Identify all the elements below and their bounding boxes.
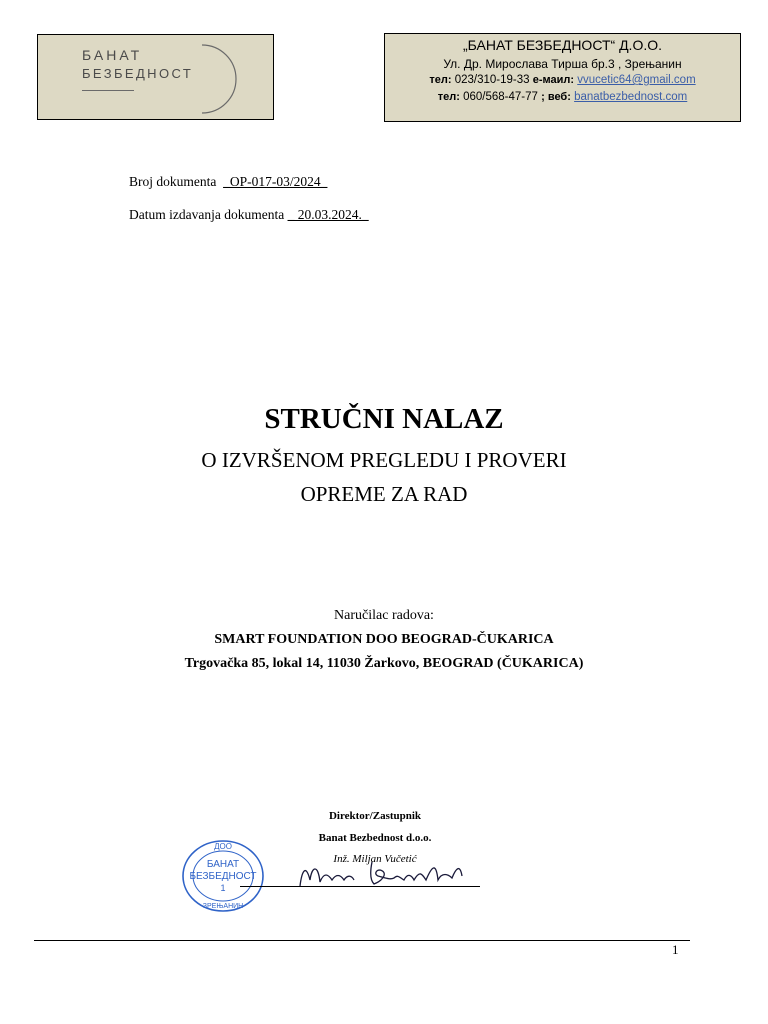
document-date-label: Datum izdavanja dokumenta	[129, 207, 285, 222]
contact-row-2	[385, 91, 740, 103]
page-number: 1	[672, 942, 679, 957]
company-logo	[37, 34, 274, 120]
handwritten-signature	[292, 850, 482, 894]
contact-row-1	[385, 74, 740, 86]
document-date-value: _ 20.03.2024._	[287, 207, 369, 222]
stamp-line1: БАНАТ	[206, 859, 240, 870]
document-date	[129, 207, 369, 223]
company-stamp	[180, 838, 266, 914]
stamp-line2: БЕЗБЕДНОСТ	[189, 871, 257, 882]
client-label: Naručilac radova:	[334, 608, 434, 623]
company-name: „БАНАТ БЕЗБЕДНОСТ“ Д.О.О.	[462, 37, 663, 53]
email-label: е-маил:	[532, 74, 575, 86]
contact-info-box	[384, 33, 741, 122]
stamp-top: ДОО	[214, 842, 232, 851]
client-name: SMART FOUNDATION DOO BEOGRAD-ČUKARICA	[214, 632, 554, 647]
signatory-company: Banat Bezbednost d.o.o.	[318, 832, 432, 844]
phone-number: 023/310-19-33	[454, 74, 530, 86]
web-label: ; веб:	[541, 91, 571, 103]
signature-line	[240, 886, 480, 887]
logo-arc-icon	[156, 41, 256, 117]
logo-text-line1: БАНАТ	[82, 47, 143, 63]
signatory-role: Direktor/Zastupnik	[328, 810, 422, 822]
document-subtitle-line1: O IZVRŠENOM PREGLEDU I PROVERI	[201, 448, 567, 472]
client-address: Trgovačka 85, lokal 14, 11030 Žarkovo, BEOGRAD (ČUKARICA)	[184, 656, 584, 671]
document-subtitle-line2: OPREME ZA RAD	[300, 482, 468, 506]
phone-label: тел:	[429, 74, 452, 86]
email-link[interactable]: vvucetic64@gmail.com	[577, 74, 696, 86]
document-number	[129, 174, 327, 190]
document-number-label: Broj dokumenta	[129, 174, 217, 189]
logo-underline	[82, 90, 134, 91]
logo-text-line2: БЕЗБЕДНОСТ	[82, 66, 194, 81]
phone-label-2: тел:	[437, 91, 460, 103]
phone-number-2: 060/568-47-77	[463, 91, 538, 103]
stamp-bottom: ЗРЕЊАНИН	[202, 903, 244, 910]
signatory-name: Inž. Miljan Vučetić	[333, 853, 417, 865]
document-title: STRUČNI NALAZ	[264, 403, 504, 435]
stamp-number: 1	[220, 883, 226, 893]
document-number-value: _OP-017-03/2024_	[223, 174, 328, 189]
company-address: Ул. Др. Мирослава Тирша бр.3 , Зрењанин	[443, 57, 682, 71]
web-link[interactable]: banatbezbednost.com	[574, 91, 688, 103]
footer-divider	[34, 940, 690, 941]
